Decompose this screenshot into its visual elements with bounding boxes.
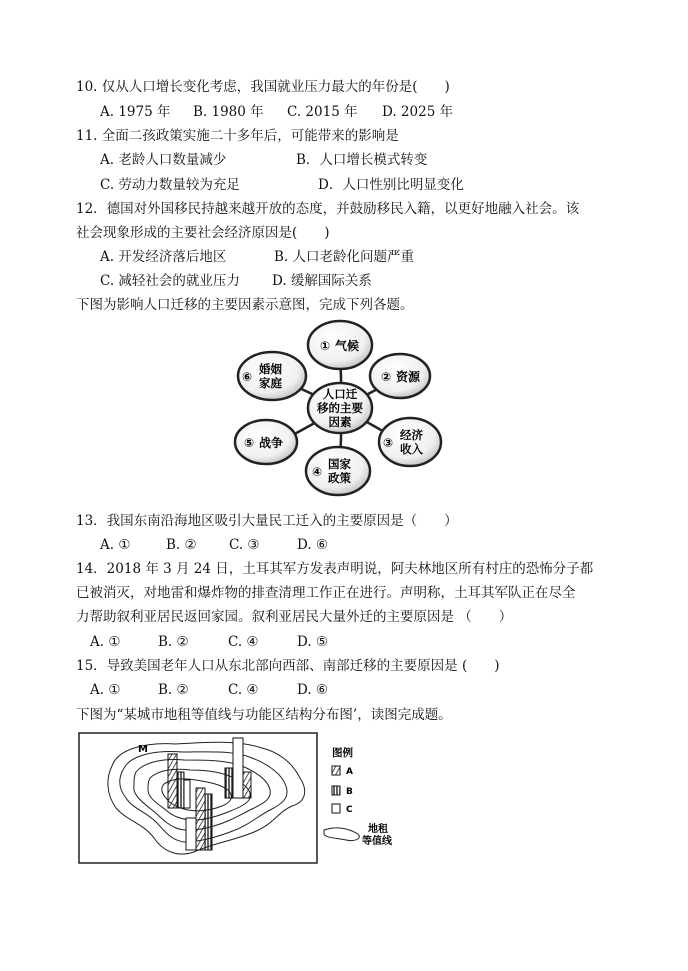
node-5-number: ⑤ [244,436,255,450]
q14-option-d: D. ⑤ [297,634,329,650]
node-3-label-line1: 经济 [400,428,423,442]
legend-swatch-c [332,804,340,813]
node-6-number: ⑥ [242,370,253,384]
node-6-label-line2: 家庭 [259,376,282,390]
legend-label-c: C [346,805,353,815]
zone-b-block [205,794,212,850]
q10-option-c: C. 2015 年 [287,104,358,120]
legend-isoline-label-line2: 等值线 [362,836,392,847]
node-5-label: 战争 [259,436,284,450]
node-4-number: ④ [312,465,323,479]
q15-option-a: A. ① [90,682,121,698]
node-6-label-line1: 婚姻 [259,362,282,376]
legend-isoline-label-line1: 地租 [368,824,388,835]
q13-option-a: A. ① [100,537,131,553]
zone-b-block [177,772,184,808]
node-1-label: 气候 [335,339,360,353]
migration-factors-diagram [222,318,462,500]
q14-option-c: C. ④ [228,634,259,650]
legend-isoline-symbol [324,828,359,841]
q13-option-d: D. ⑥ [297,537,329,553]
q12-option-b: B. 人口老龄化问题严重 [274,249,415,265]
legend-swatch-a [332,766,340,775]
q14-stem-line3: 力帮助叙利亚居民返回家园。叙利亚居民大量外迁的主要原因是 （ ） [76,609,513,625]
q12-option-c: C. 减轻社会的就业压力 [100,273,240,289]
node-3-label-line2: 收入 [400,442,423,456]
zone-c-block [233,738,243,798]
zone-c-block [184,780,190,808]
node-3-number: ③ [383,436,394,450]
marker-m: M [138,744,148,755]
legend-label-a: A [346,767,353,777]
zone-a-block [196,788,205,850]
q11-option-d: D．人口性别比明显变化 [318,177,464,193]
land-rent-map [78,732,418,864]
q15-option-d: D. ⑥ [297,682,329,698]
q14-stem-line1: 14．2018 年 3 月 24 日，土耳其军方发表声明说，阿夫林地区所有村庄的恐怖分子都 [76,561,594,577]
q11-option-c: C. 劳动力数量较为充足 [100,177,240,193]
q12-option-d: D. 缓解国际关系 [272,273,372,289]
q11-stem: 11. 全面二孩政策实施二十多年后，可能带来的影响是 [76,128,399,144]
q12-option-a: A. 开发经济落后地区 [100,249,227,265]
q12-stem-line1: 12．德国对外国移民持越来越开放的态度，并鼓励移民入籍，以更好地融入社会。该 [76,201,580,217]
center-label-line2: 移的主要 [317,401,363,415]
legend-title: 图例 [332,747,353,759]
q10-option-d: D. 2025 年 [382,104,454,120]
center-label-line3: 因素 [328,415,352,429]
q10-stem: 10. 仅从人口增长变化考虑，我国就业压力最大的年份是( ) [76,79,450,95]
zone-a-block [168,754,177,808]
q13-stem: 13．我国东南沿海地区吸引大量民工迁入的主要原因是（ ） [76,513,458,529]
q11-option-a: A. 老龄人口数量减少 [100,152,227,168]
q10-option-b: B. 1980 年 [193,104,264,120]
node-2-label: 资源 [396,370,421,384]
q15-option-b: B. ② [158,682,189,698]
q14-option-a: A. ① [90,634,121,650]
zone-b-block [225,768,233,798]
node-1-number: ① [320,339,331,353]
zone-c-block [186,818,196,850]
q10-option-a: A. 1975 年 [100,104,171,120]
legend-label-b: B [346,787,353,797]
node-4-label-line2: 政策 [328,471,351,485]
node-2-number: ② [381,370,392,384]
q15-stem: 15．导致美国老年人口从东北部向西部、南部迁移的主要原因是 ( ) [76,658,500,674]
q14-stem-line2: 已被消灭，对地雷和爆炸物的排查清理工作正在进行。声明称，土耳其军队正在尽全 [76,585,576,601]
q11-option-b: B．人口增长模式转变 [296,152,428,168]
legend-swatch-b [332,786,340,795]
q13-option-b: B. ② [166,537,197,553]
q12-stem-line2: 社会现象形成的主要社会经济原因是( ) [76,225,330,241]
q13-option-c: C. ③ [229,537,260,553]
q14-option-b: B. ② [158,634,189,650]
intro-migration-diagram: 下图为影响人口迁移的主要因素示意图，完成下列各题。 [76,297,414,313]
center-label-line1: 人口迁 [322,387,358,401]
zone-a-block [243,772,251,798]
node-4-label-line1: 国家 [328,457,351,471]
intro-rent-diagram: 下图为“某城市地租等值线与功能区结构分布图’，读图完成题。 [76,707,452,723]
q15-option-c: C. ④ [228,682,259,698]
